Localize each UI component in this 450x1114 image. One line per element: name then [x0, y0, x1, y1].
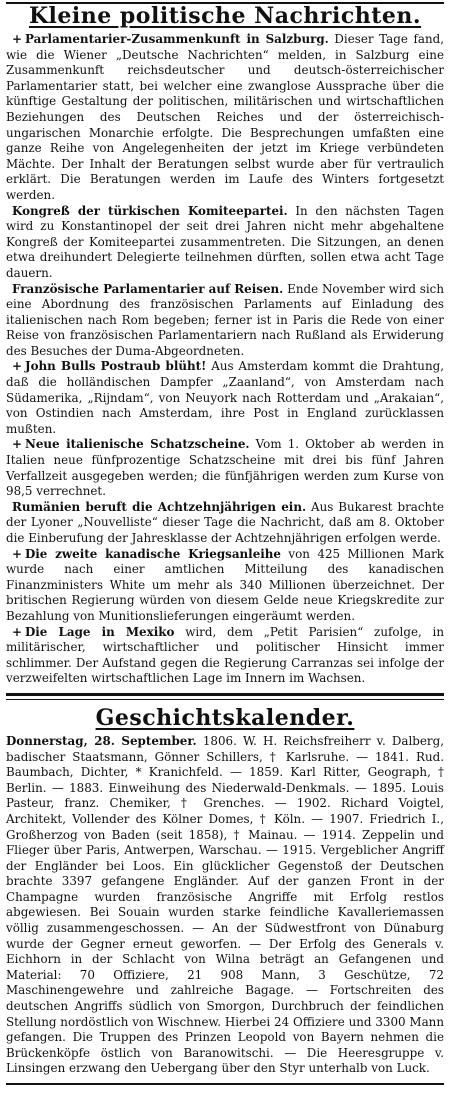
article-john-bull: + John Bulls Postraub blüht! Aus Amsterdam kommt die Drahtung, daß die holländischen Dampfer „Zaanland“, von Amsterdam nach Südamerika, „Rijndam“, von Neuyork nach Rotterdam und „Arakaian“, von Ostindien nach Amsterdam, ihre Post in England zurücklassen mußten.: [6, 359, 445, 436]
article-headline: Französische Parlamentarier auf Reisen.: [12, 281, 284, 296]
bottom-rule: [6, 1083, 444, 1085]
article-turkish-congress: [6, 204, 444, 282]
article-body: von 425 Millionen Mark wurde nach einer amtlichen Mitteilung des kanadischen Finanzministers White um mehr als 340 Millionen überzeichnet. Der britischen Regierung würden von diesem Gelde neue Kriegskredite zur Bezahlung von Munitionslieferungen eingeräumt werden.: [6, 546, 444, 623]
article-headline: John Bulls Postraub blüht!: [24, 359, 207, 374]
section-title-history-calendar: Geschichtskalender.: [95, 704, 355, 731]
article-headline: Rumänien beruft die Achtzehnjährigen ein.: [12, 499, 307, 514]
article-mexico: + Die Lage in Mexiko wird, dem „Petit Parisien“ zufolge, in militärischer, wirtschaftlicher und politischer Hinsicht immer schlimmer. Der Aufstand gegen die Regierung Carranzas sei infolge der verzweifelten wirtschaftlichen Lage im Innern im Wachsen.: [6, 624, 445, 686]
article-headline: Parlamentarier-Zusammenkunft in Salzburg.: [24, 32, 329, 46]
article-body: wird, dem „Petit Parisien“ zufolge, in militärischer, wirtschaftlicher und politischer Hinsicht immer schlimmer. Der Aufstand gegen die Regierung Carranzas sei infolge der verzweifelten wirtschaftlichen Lage im Innern im Wachsen.: [6, 624, 445, 686]
newspaper-column: [6, 0, 444, 1085]
article-canada-loan: + Die zweite kanadische Kriegsanleihe von 425 Millionen Mark wurde nach einer amtlichen Mitteilung des kanadischen Finanzministers White um mehr als 340 Millionen überzeichnet. Der britischen Regierung würden von diesem Gelde neue Kriegskredite zur Bezahlung von Munitionslieferungen eingeräumt werden.: [6, 546, 444, 623]
history-calendar-entry: [6, 734, 444, 1077]
article-body: In den nächsten Tagen wird zu Konstantinopel der seit drei Jahren nicht mehr abgehaltene Kongreß der Komiteepartei zusammentreten. Die Sitzungen, an denen etwa dreihundert Delegierte teilnehmen dürften, sollen etwa acht Tage dauern.: [6, 203, 445, 280]
section-title-political-news: Kleine politische Nachrichten.: [28, 3, 422, 29]
article-body: Aus Amsterdam kommt die Drahtung, daß die holländischen Dampfer „Zaanland“, von Amsterdam nach Südamerika, „Rijndam“, von Neuyork nach Rotterdam und „Arakaian“, von Ostindien nach Amsterdam, ihre Post in England zurücklassen mußten.: [6, 359, 445, 436]
article-body: Ende November wird sich eine Abordnung des französischen Parlaments auf Einladung des italienischen nach Rom begeben; ferner ist in Paris die Rede von einer Reise von französischen Parlamentariern nach Rußland als Erwiderung des Besuches der Duma-Abgeordneten.: [6, 281, 445, 358]
article-body: Aus Bukarest brachte der Lyoner „Nouvelliste“ dieser Tage die Nachricht, daß am 8. Oktober die Einberufung der Jahresklasse der Achtzehnjährigen erfolgen werde.: [6, 499, 445, 545]
calendar-body: 1806. W. H. Reichsfreiherr v. Dalberg, badischer Staatsmann, Gönner Schillers, † Karlsruhe. — 1841. Rud. Baumbach, Dichter, * Kranichfeld. — 1859. Karl Ritter, Geograph, † Berlin. — 1883. Einweihung des Niederwald-Denkmals. — 1895. Louis Pasteur, franz. Chemiker, † Grenches. — 1902. Richard Voigtel, Architekt, Vollender des Kölner Domes, † Köln. — 1907. Friedrich I., Großherzog von Baden (seit 1858), † Mainau. — 1914. Zeppelin und Flieger über Paris, Antwerpen, Warschau. — 1915. Vergeblicher Angriff der Engländer bei Loos. Ein glücklicher Gegenstoß der Deutschen brachte 3397 gefangene Engländer. Auf der ganzen Front in der Champagne wurden französische Angriffe mit Erfolg restlos abgewiesen. Bei Souain wurden starke feindliche Kavalleriemassen völlig zusammengeschossen. — An der Südwestfront von Dünaburg wurde der Gegner erneut geworfen. — Der Erfolg des Generals v. Eichhorn in der Schlacht von Wilna beträgt an Gefangenen und Material: 70 Offiziere, 21 908 Mann, 3 Geschütze, 72 Maschinengewehre und zahlreiche Bagage. — Fortschreiten des deutschen Angriffs südlich von Smorgon, Durchbruch der feindlichen Stellung nordöstlich von Wischnew. Hierbei 24 Offiziere und 3300 Mann gefangen. Die Truppen des Prinzen Leopold von Bayern nehmen die Brückenköpfe östlich von Baranowitschi. — Die Heeresgruppe v. Linsingen erzwang den Uebergang über den Styr unterhalb von Luck.: [6, 733, 444, 1076]
article-headline: Die Lage in Mexiko: [24, 624, 175, 639]
article-body: Vom 1. Oktober ab werden in Italien neue fünfprozentige Schatzscheine mit drei bis fünf Jahren Verfallzeit ausgegeben werden; die fünfjährigen werden zum Kurse von 98,5 verrechnet.: [6, 437, 444, 499]
article-italian-bonds: + Neue italienische Schatzscheine. Vom 1. Oktober ab werden in Italien neue fünfprozentige Schatzscheine mit drei bis fünf Jahren Verfallzeit ausgegeben werden; die fünfjährigen werden zum Kurse von 98,5 verrechnet.: [6, 437, 444, 499]
article-salzburg: + Parlamentarier-Zusammenkunft in Salzburg. Dieser Tage fand, wie die Wiener „Deutsche Nachrichten“ melden, in Salzburg eine Zusammenkunft reichsdeutscher und deutsch-österreichischer Parlamentarier statt, bei welcher eine zwanglose Aussprache über die künftige Gestaltung der politischen, militärischen und wirtschaftlichen Beziehungen des Deutschen Reiches und der österreichisch-ungarischen Monarchie erfolgte. Die Besprechungen umfaßten eine ganze Reihe von Angelegenheiten der jetzt im Kriege verbündeten Mächte. Der Inhalt der Beratungen selbst wurde aber für vertraulich erklärt. Die Beratungen werden im Laufe des Winters fortgesetzt werden.: [6, 32, 445, 202]
section-divider-thick: [6, 693, 444, 696]
calendar-date: Donnerstag, 28. September.: [6, 733, 197, 748]
article-headline: Die zweite kanadische Kriegsanleihe: [24, 546, 281, 561]
article-romania: [6, 500, 444, 547]
article-french-parliament: [6, 282, 444, 360]
article-headline: Neue italienische Schatzscheine.: [24, 437, 250, 452]
article-headline: Kongreß der türkischen Komiteepartei.: [12, 203, 288, 218]
political-news-articles: [6, 32, 444, 687]
section-divider-thin: [6, 699, 444, 700]
article-body: Dieser Tage fand, wie die Wiener „Deutsche Nachrichten“ melden, in Salzburg eine Zusammenkunft reichsdeutscher und deutsch-österreichischer Parlamentarier statt, bei welcher eine zwanglose Aussprache über die künftige Gestaltung der politischen, militärischen und wirtschaftlichen Beziehungen des Deutschen Reiches und der österreichisch-ungarischen Monarchie erfolgte. Die Besprechungen umfaßten eine ganze Reihe von Angelegenheiten der jetzt im Kriege verbündeten Mächte. Der Inhalt der Beratungen selbst wurde aber für vertraulich erklärt. Die Beratungen werden im Laufe des Winters fortgesetzt werden.: [6, 32, 445, 202]
